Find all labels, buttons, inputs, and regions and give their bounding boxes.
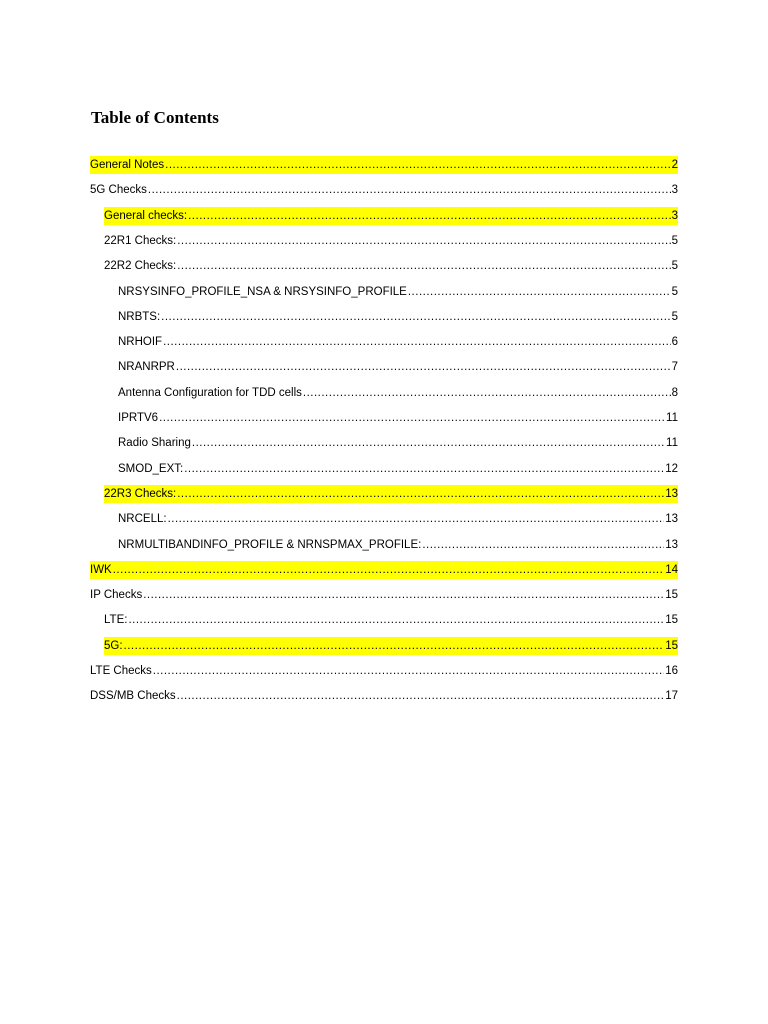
toc-entry[interactable] — [118, 536, 678, 554]
toc-entry-label: Radio Sharing — [118, 437, 191, 449]
toc-entry-page-number: 17 — [665, 690, 678, 702]
toc-entry[interactable] — [90, 181, 678, 199]
toc-entry[interactable] — [90, 662, 678, 680]
toc-entry-page-number: 12 — [665, 463, 678, 475]
dot-leader — [128, 611, 664, 629]
dot-leader — [143, 586, 664, 604]
toc-entry-label: NRHOIF — [118, 336, 163, 348]
toc-entry-label: 5G: — [104, 640, 123, 652]
toc-entry-page-number: 3 — [671, 184, 678, 196]
toc-entry-page-number: 6 — [671, 336, 678, 348]
dot-leader — [113, 561, 664, 579]
toc-entry-page-number: 13 — [665, 539, 678, 551]
dot-leader — [168, 510, 665, 528]
toc-entry[interactable] — [104, 232, 678, 250]
toc-entry[interactable] — [118, 333, 678, 351]
toc-entry-page-number: 2 — [671, 159, 678, 171]
toc-entry[interactable] — [104, 257, 678, 275]
toc-entry[interactable] — [118, 510, 678, 528]
dot-leader — [159, 409, 665, 427]
dot-leader — [148, 181, 671, 199]
toc-entry-label: NRSYSINFO_PROFILE_NSA & NRSYSINFO_PROFILE — [118, 286, 407, 298]
toc-entry-label: 22R2 Checks: — [104, 260, 177, 272]
toc-entry-page-number: 15 — [665, 589, 678, 601]
toc-entry[interactable] — [90, 687, 678, 705]
toc-entry-page-number: 5 — [671, 311, 678, 323]
toc-entry-label: NRANRPR — [118, 361, 175, 373]
dot-leader — [422, 536, 664, 554]
toc-entry-page-number: 13 — [665, 488, 678, 500]
dot-leader — [161, 308, 670, 326]
dot-leader — [176, 358, 671, 376]
toc-entry[interactable] — [104, 637, 678, 655]
toc-entry-page-number: 11 — [666, 412, 678, 424]
dot-leader — [163, 333, 671, 351]
toc-entry[interactable] — [118, 358, 678, 376]
toc-entry-page-number: 7 — [671, 361, 678, 373]
toc-entry-label: LTE Checks — [90, 665, 152, 677]
toc-entry-page-number: 13 — [665, 513, 678, 525]
toc-entry-page-number: 15 — [665, 614, 678, 626]
toc-entry-label: General checks: — [104, 210, 188, 222]
dot-leader — [184, 460, 664, 478]
toc-entry-page-number: 3 — [671, 210, 678, 222]
toc-entry[interactable] — [118, 308, 678, 326]
dot-leader — [408, 283, 671, 301]
toc-entry[interactable] — [104, 485, 678, 503]
toc-entry[interactable] — [118, 283, 678, 301]
toc-entry[interactable] — [104, 207, 678, 225]
dot-leader — [303, 384, 671, 402]
toc-entry-page-number: 5 — [671, 235, 678, 247]
toc-entry-label: 5G Checks — [90, 184, 147, 196]
toc-entry-page-number: 11 — [666, 437, 678, 449]
toc-entry-label: NRBTS: — [118, 311, 161, 323]
toc-entry-label: DSS/MB Checks — [90, 690, 176, 702]
toc-entry-label: Antenna Configuration for TDD cells — [118, 387, 302, 399]
toc-entry-page-number: 8 — [671, 387, 678, 399]
toc-entry-label: SMOD_EXT: — [118, 463, 184, 475]
toc-entry[interactable] — [90, 156, 678, 174]
dot-leader — [192, 434, 665, 452]
toc-title: Table of Contents — [91, 108, 219, 127]
toc-entry-label: IWK — [90, 564, 112, 576]
toc-entry-label: IP Checks — [90, 589, 143, 601]
toc-entry-label: NRCELL: — [118, 513, 167, 525]
toc-entry-page-number: 15 — [665, 640, 678, 652]
toc-entry[interactable] — [90, 586, 678, 604]
toc-entry[interactable] — [118, 409, 678, 427]
toc-entry[interactable] — [118, 384, 678, 402]
dot-leader — [124, 637, 665, 655]
toc-entry-label: LTE: — [104, 614, 128, 626]
dot-leader — [165, 156, 670, 174]
dot-leader — [177, 485, 664, 503]
toc-entry[interactable] — [90, 561, 678, 579]
toc-entry-page-number: 5 — [671, 286, 678, 298]
toc-entry-label: NRMULTIBANDINFO_PROFILE & NRNSPMAX_PROFILE: — [118, 539, 422, 551]
toc-entry-page-number: 16 — [665, 665, 678, 677]
toc-entry-page-number: 14 — [665, 564, 678, 576]
toc-entry-label: IPRTV6 — [118, 412, 159, 424]
toc-entry[interactable] — [104, 611, 678, 629]
toc-entry-page-number: 5 — [671, 260, 678, 272]
toc-entry[interactable] — [118, 434, 678, 452]
toc-entry-label: 22R3 Checks: — [104, 488, 177, 500]
dot-leader — [177, 232, 670, 250]
toc-entry-label: 22R1 Checks: — [104, 235, 177, 247]
dot-leader — [153, 662, 664, 680]
dot-leader — [177, 257, 670, 275]
toc-entry-label: General Notes — [90, 159, 165, 171]
dot-leader — [177, 687, 665, 705]
dot-leader — [188, 207, 670, 225]
toc-entry[interactable] — [118, 460, 678, 478]
